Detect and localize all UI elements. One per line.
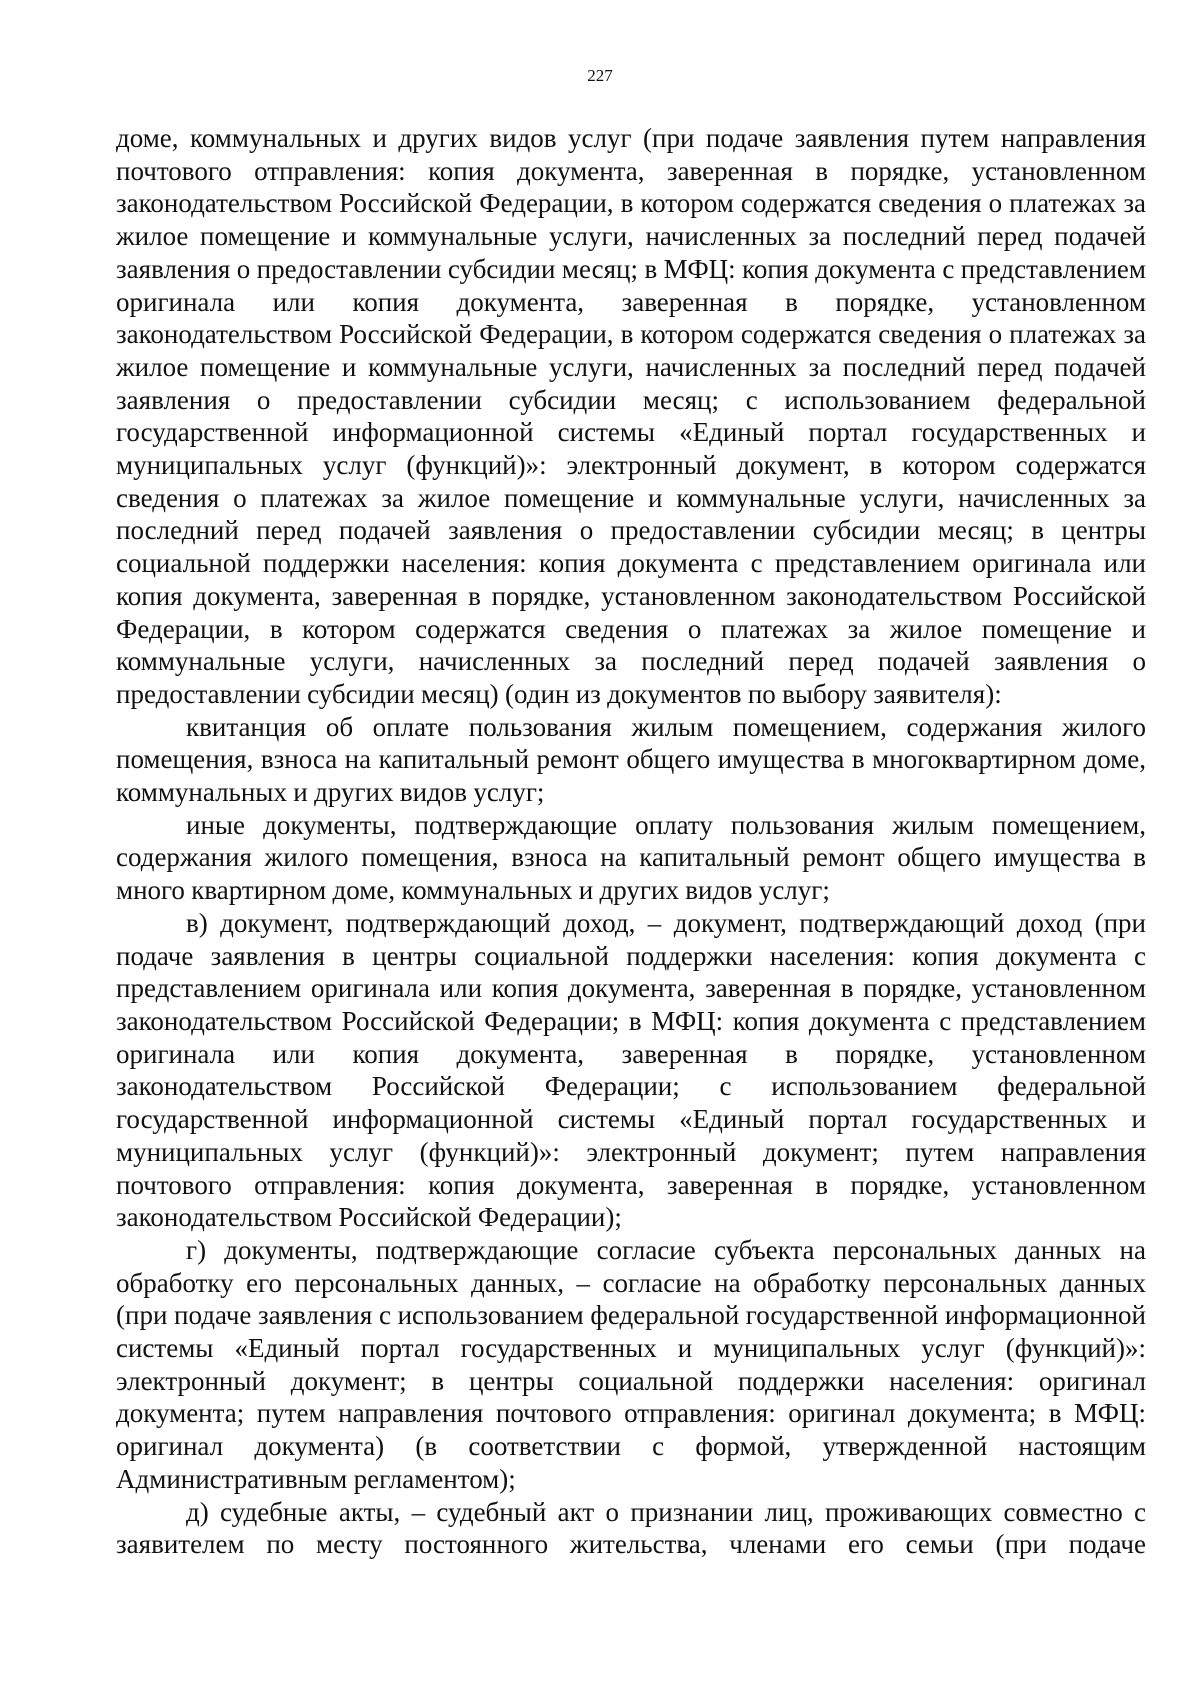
page-number: 227 (587, 66, 613, 85)
document-body (116, 122, 1146, 1561)
paragraph-other-documents-item: иные документы, подтверждающие оплату пользования жилым помещением, содержания жилого помещения, взноса на капитальный ремонт общего имущества в много квартирном доме, коммунальных и других видов услуг; (116, 809, 1146, 906)
paragraph-continuation: доме, коммунальных и других видов услуг (при подаче заявления путем направления почтового отправления: копия документа, заверенная в порядке, установленном законодательством Российской Федерации, в котором содержатся сведения о платежах за жилое помещение и коммунальные услуги, начисленных за последний перед подачей заявления о предоставлении субсидии месяц; в МФЦ: копия документа с представлением оригинала или копия документа, заверенная в порядке, установленном законодательством Российской Федерации, в котором содержатся сведения о платежах за жилое помещение и коммунальные услуги, начисленных за последний перед подачей заявления о предоставлении субсидии месяц; с использованием федеральной государственной информационной системы «Единый портал государственных и муниципальных услуг (функций)»: электронный документ, в котором содержатся сведения о платежах за жилое помещение и коммунальные услуги, начисленных за последний перед подачей заявления о предоставлении субсидии месяц; в центры социальной поддержки населения: копия документа с представлением оригинала или копия документа, заверенная в порядке, установленном законодательством Российской Федерации, в котором содержатся сведения о платежах за жилое помещение и коммунальные услуги, начисленных за последний перед подачей заявления о предоставлении субсидии месяц) (один из документов по выбору заявителя): (116, 123, 1146, 709)
paragraph-item-d-court-acts: д) судебные акты, – судебный акт о признании лиц, проживающих совместно с заявителем по месту постоянного жительства, членами его семьи (при подаче (116, 1496, 1146, 1560)
paragraph-item-g-consent: г) документы, подтверждающие согласие субъекта персональных данных на обработку его персональных данных, – согласие на обработку персональных данных (при подаче заявления с использованием федеральной государственной информационной системы «Единый портал государственных и муниципальных услуг (функций)»: электронный документ; в центры социальной поддержки населения: оригинал документа; путем направления почтового отправления: оригинал документа; в МФЦ: оригинал документа) (в соответствии с формой, утвержденной настоящим Административным регламентом); (116, 1234, 1146, 1494)
paragraph-item-v-income: в) документ, подтверждающий доход, – документ, подтверждающий доход (при подаче заявления в центры социальной поддержки населения: копия документа с представлением оригинала или копия документа, заверенная в порядке, установленном законодательством Российской Федерации; в МФЦ: копия документа с представлением оригинала или копия документа, заверенная в порядке, установленном законодательством Российской Федерации; с использованием федеральной государственной информационной системы «Единый портал государственных и муниципальных услуг (функций)»: электронный документ; путем направления почтового отправления: копия документа, заверенная в порядке, установленном законодательством Российской Федерации); (116, 907, 1146, 1233)
paragraph-receipt-item: квитанция об оплате пользования жилым помещением, содержания жилого помещения, взноса на капитальный ремонт общего имущества в многоквартирном доме, коммунальных и других видов услуг; (116, 711, 1146, 808)
